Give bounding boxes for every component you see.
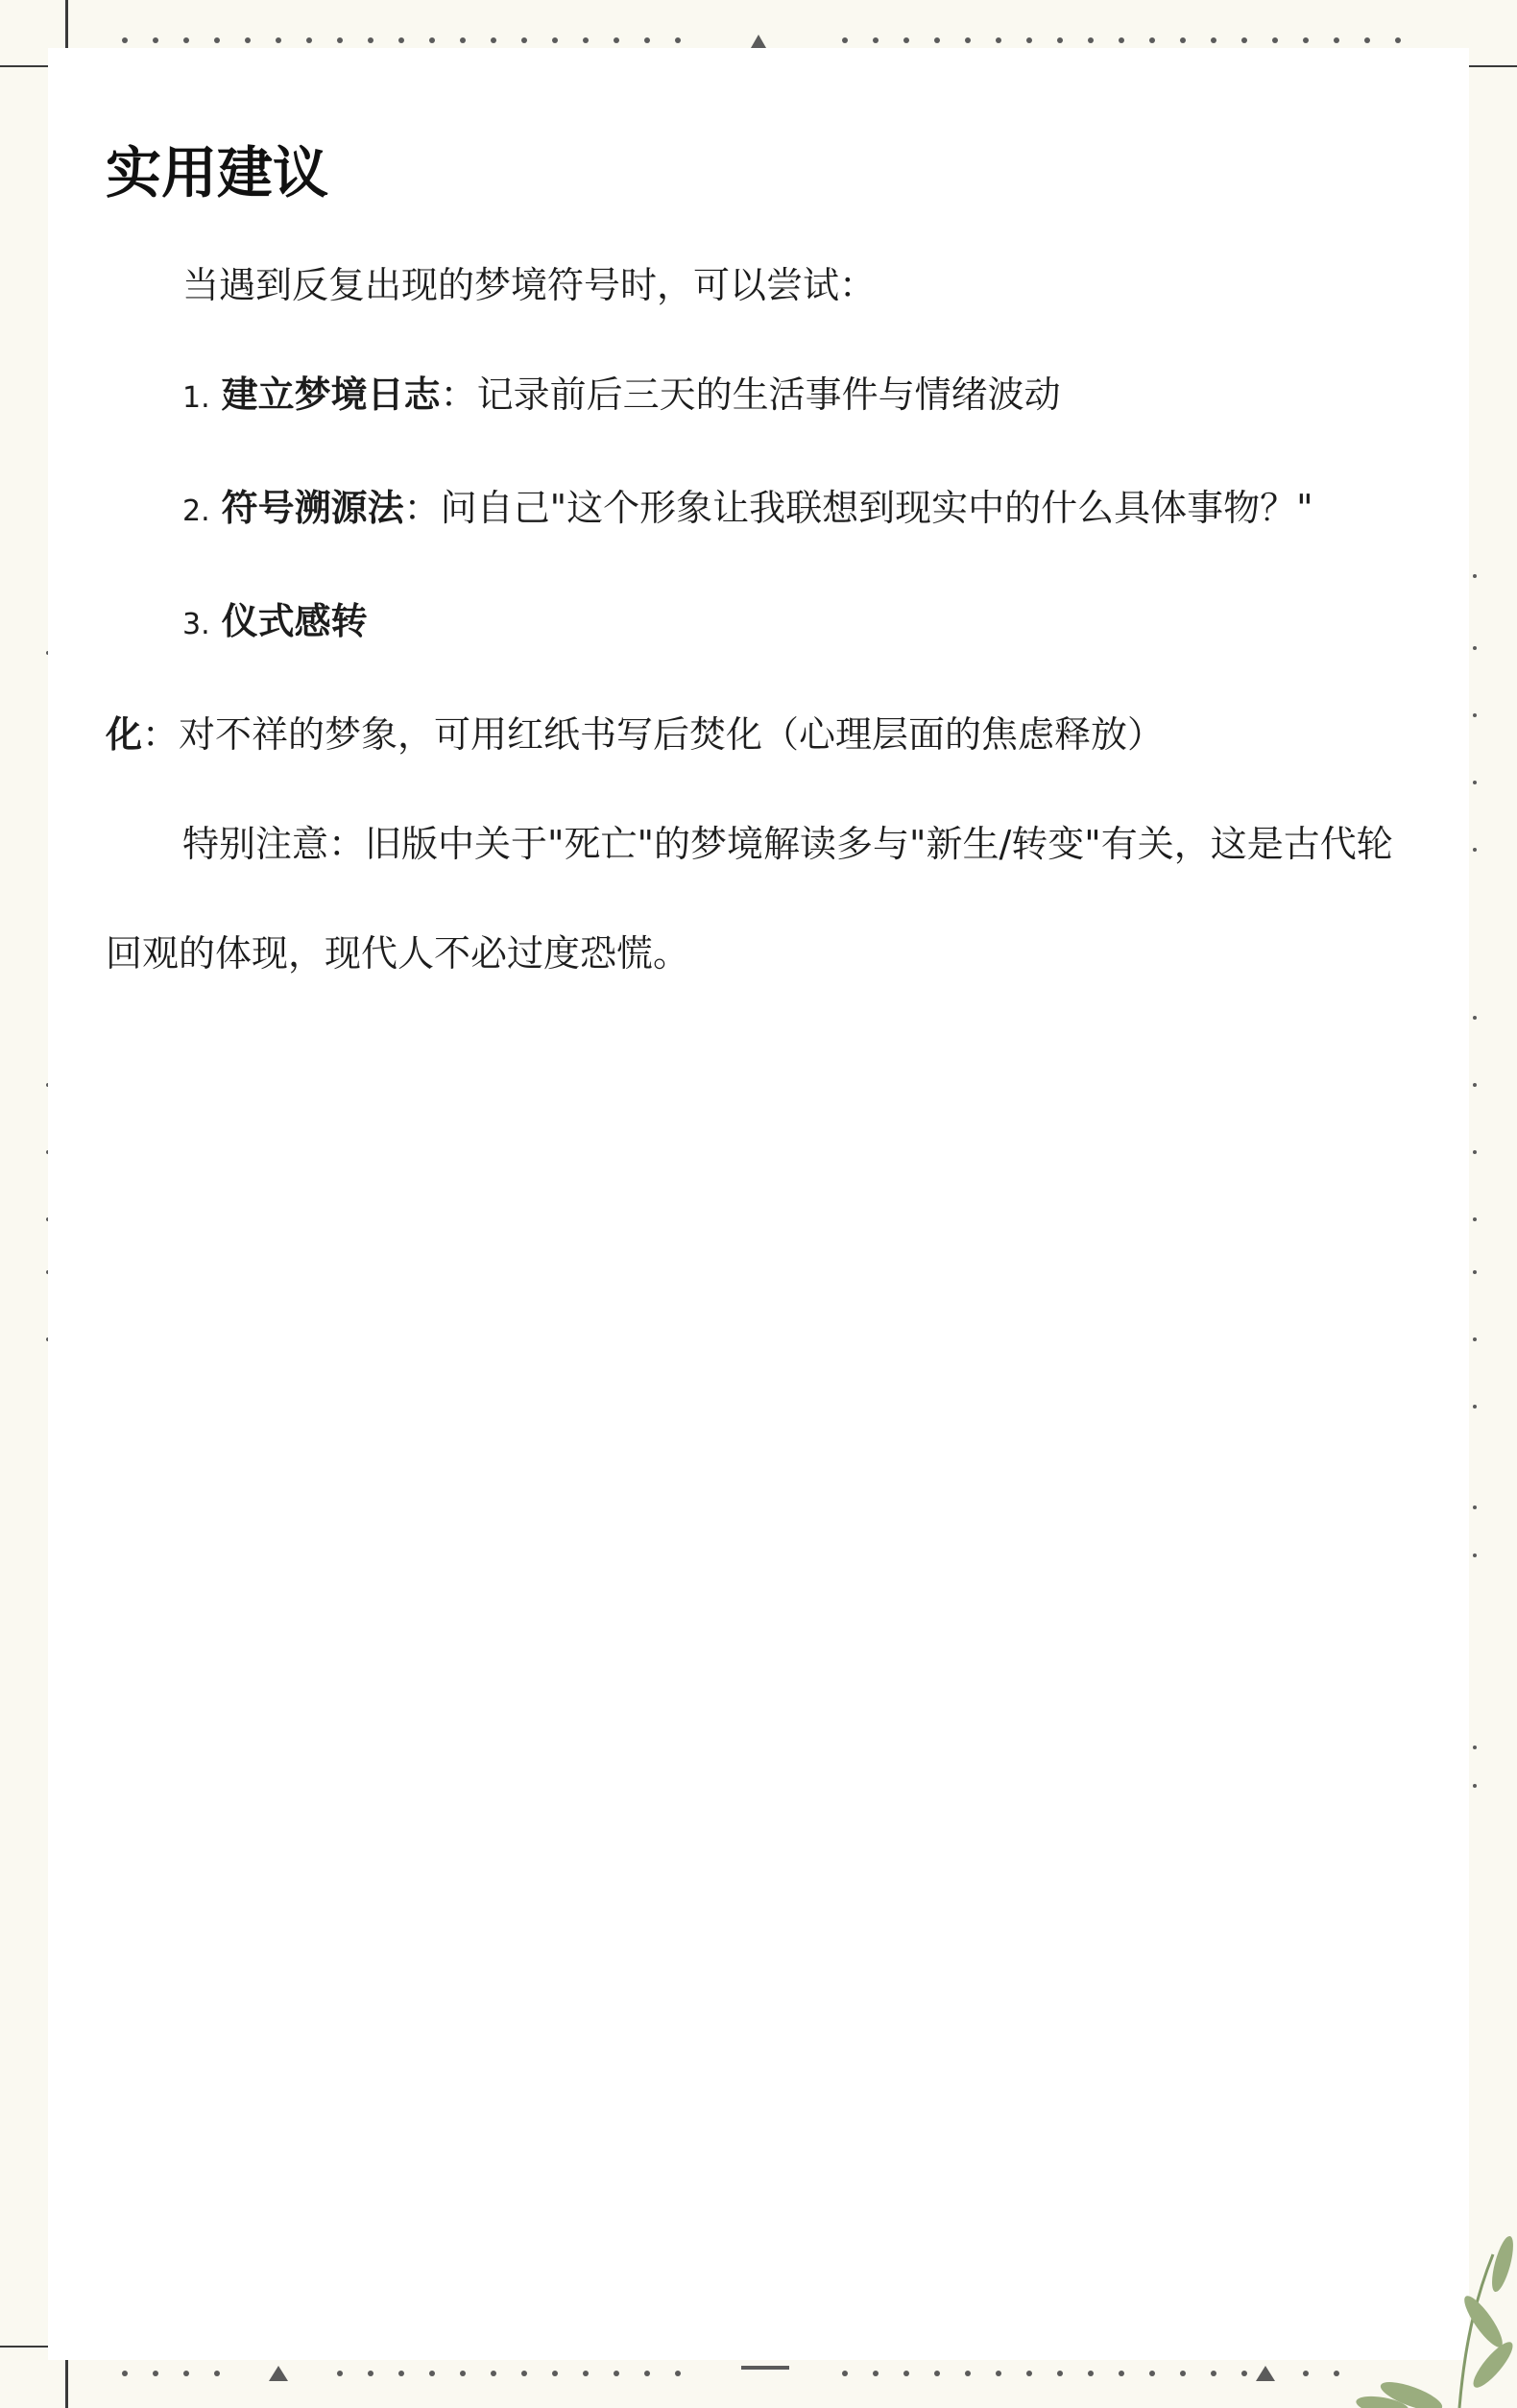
list-item-text: ：记录前后三天的生活事件与情绪波动 bbox=[440, 373, 1061, 416]
top-dot-border bbox=[0, 31, 1517, 50]
list-item-text: ：对不祥的梦象，可用红纸书写后焚化（心理层面的焦虑释放） bbox=[142, 713, 1165, 756]
article-content bbox=[106, 134, 1411, 1008]
list-item-term: 符号溯源法 bbox=[221, 487, 404, 529]
list-item-term: 建立梦境日志 bbox=[221, 373, 441, 416]
leaf-decoration-icon bbox=[1267, 2178, 1517, 2408]
section-heading: 实用建议 bbox=[106, 140, 329, 205]
list-item-number: 3. bbox=[182, 608, 210, 641]
list-item bbox=[106, 453, 1411, 566]
list-item-text: ：问自己"这个形象让我联想到现实中的什么具体事物？" bbox=[403, 487, 1313, 529]
list-item-number: 2. bbox=[182, 494, 210, 528]
note-paragraph: 特别注意：旧版中关于"死亡"的梦境解读多与"新生/转变"有关，这是古代轮回观的体现，现代人不必过度恐慌。 bbox=[106, 823, 1393, 975]
list-item-number: 1. bbox=[182, 381, 210, 415]
list-item bbox=[106, 566, 1411, 789]
list-item-term: 仪式感转化 bbox=[106, 600, 368, 756]
intro-paragraph: 当遇到反复出现的梦境符号时，可以尝试： bbox=[182, 264, 877, 306]
list-item bbox=[106, 340, 1411, 453]
